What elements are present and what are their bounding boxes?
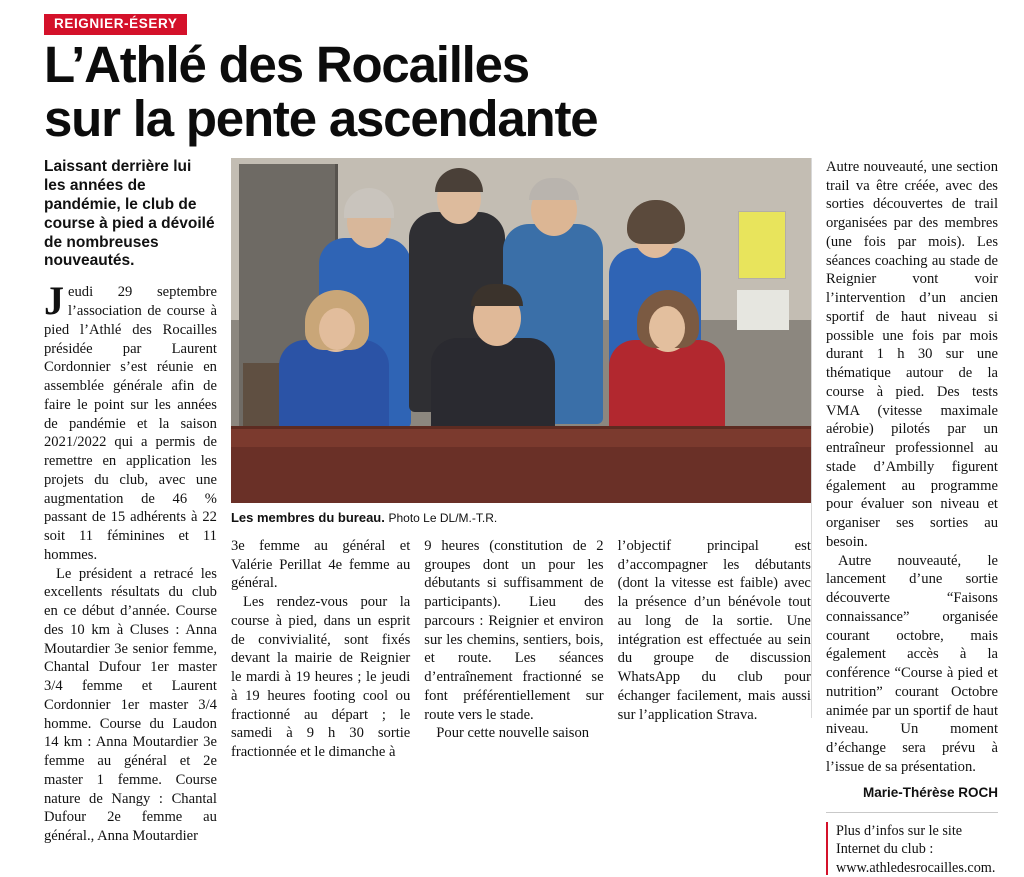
lower-columns (231, 537, 811, 762)
photo-credit: Photo Le DL/M.-T.R. (388, 510, 498, 525)
paragraph: Le président a retracé les excellents résultats du club en ce début d’année. Course des 10 km à Cluses : Anna Moutardier 3e senior femme, Chantal Dufour 1er master 3/4 femme et Laurent Cordonnier 1er master 3/4 homme. Course du Laudon 14 km : Anna Moutardier 3e femme au général et 2e master 1 femme. Course nature de Nangy : Chantal Dufour 2e femme au général., Anna Moutardier (44, 565, 217, 845)
left-body-text (44, 278, 217, 846)
headline-line-1: L’Athlé des Rocailles (44, 35, 529, 93)
lower-column-1 (231, 537, 424, 762)
lower-column-3 (618, 537, 811, 762)
paragraph: Les rendez-vous pour la course à pied, dans un esprit de convivialité, sont fixés devant la mairie de Reignier le mardi à 19 heures ; le jeudi à 19 heures footing cool ou fractionné au départ ; le samedi à 9 h 30 sortie fractionnée et le dimanche à (230, 594, 411, 761)
photo-block (231, 158, 811, 525)
photo-poster-white (737, 290, 789, 330)
standfirst: Laissant derrière lui les années de pandémie, le club de course à pied a dévoilé de nombreuses nouveautés. (44, 157, 215, 270)
article-photo (231, 158, 811, 503)
photo-caption (231, 510, 811, 525)
column-right (811, 158, 998, 876)
headline-line-2: sur la pente ascendante (44, 90, 598, 148)
lower-column-2 (424, 537, 617, 762)
photo-caption-text: Les membres du bureau. (230, 509, 385, 525)
paragraph (44, 278, 217, 564)
right-body-text (826, 158, 998, 777)
article-body (44, 157, 998, 876)
paragraph: Autre nouveauté, une section trail va être créée, avec des sorties découvertes de trail organisées par des membres (une fois par mois). Les séances coaching au stade de Reignier vont voir l’intervention d’un ancien sportif de haut niveau si possible une fois par mois durant 1 h 30 sur une thématique autour de la course à pied. Des tests VMA (vitesse maximale aérobie) pilotés par un entraîneur professionnel au stade d’Ambilly figurent également au programme pour évaluer son niveau et organiser ses sorties au besoin. (825, 158, 998, 550)
drop-cap: J (44, 278, 64, 324)
info-box: Plus d’infos sur le site Internet du club : www.athledesrocailles.com. (826, 812, 998, 877)
photo-table (231, 426, 811, 503)
photo-poster-yellow (739, 212, 785, 278)
paragraph: Autre nouveauté, le lancement d’une sortie découverte “Faisons connaissance” organisée courant octobre, mais également accès à la conférence “Course à pied et nutrition” courant Octobre animée par un sportif de haut niveau. Un moment d’échange sera prévu à l’issue de sa présentation. (825, 552, 998, 775)
location-kicker: REIGNIER-ÉSERY (44, 14, 187, 35)
kicker-container (44, 14, 998, 35)
paragraph: Pour cette nouvelle saison (436, 725, 590, 742)
author-signature: Marie-Thérèse ROCH (862, 784, 998, 800)
page-title (44, 35, 998, 148)
column-left (44, 157, 231, 845)
column-middle (230, 158, 811, 761)
paragraph: 3e femme au général et Valérie Perillat 4e femme au général. (230, 537, 411, 592)
paragraph-text: eudi 29 septembre l’association de course à pied l’Athlé des Rocailles présidée par Laurent Cordonnier s’est réunie en assemblée générale afin de faire le point sur les années de pandémie et la saison 2021/2022 qui a permis de remettre en application les projets du club, avec une augmentation de 46 % passant de 15 adhérents à 22 soit 11 féminines et 11 hommes. (44, 284, 217, 563)
paragraph: l’objectif principal est d’accompagner les débutants (dont la vitesse est faible) avec la présence d’un bénévole tout au long de la sortie. Une intégration est effectuée au sein du groupe de discussion WhatsApp du club pour échanger facilement, mais aussi sur l’application Strava. (617, 537, 811, 723)
paragraph: 9 heures (constitution de 2 groupes dont un pour les débutants si suffisamment de participants). Lieu des parcours : Reignier et environ sur les chemins, sentiers, bois, et route. Les séances d’entraînement fractionné se font préférentiellement sur route vers le stade. (424, 537, 604, 723)
